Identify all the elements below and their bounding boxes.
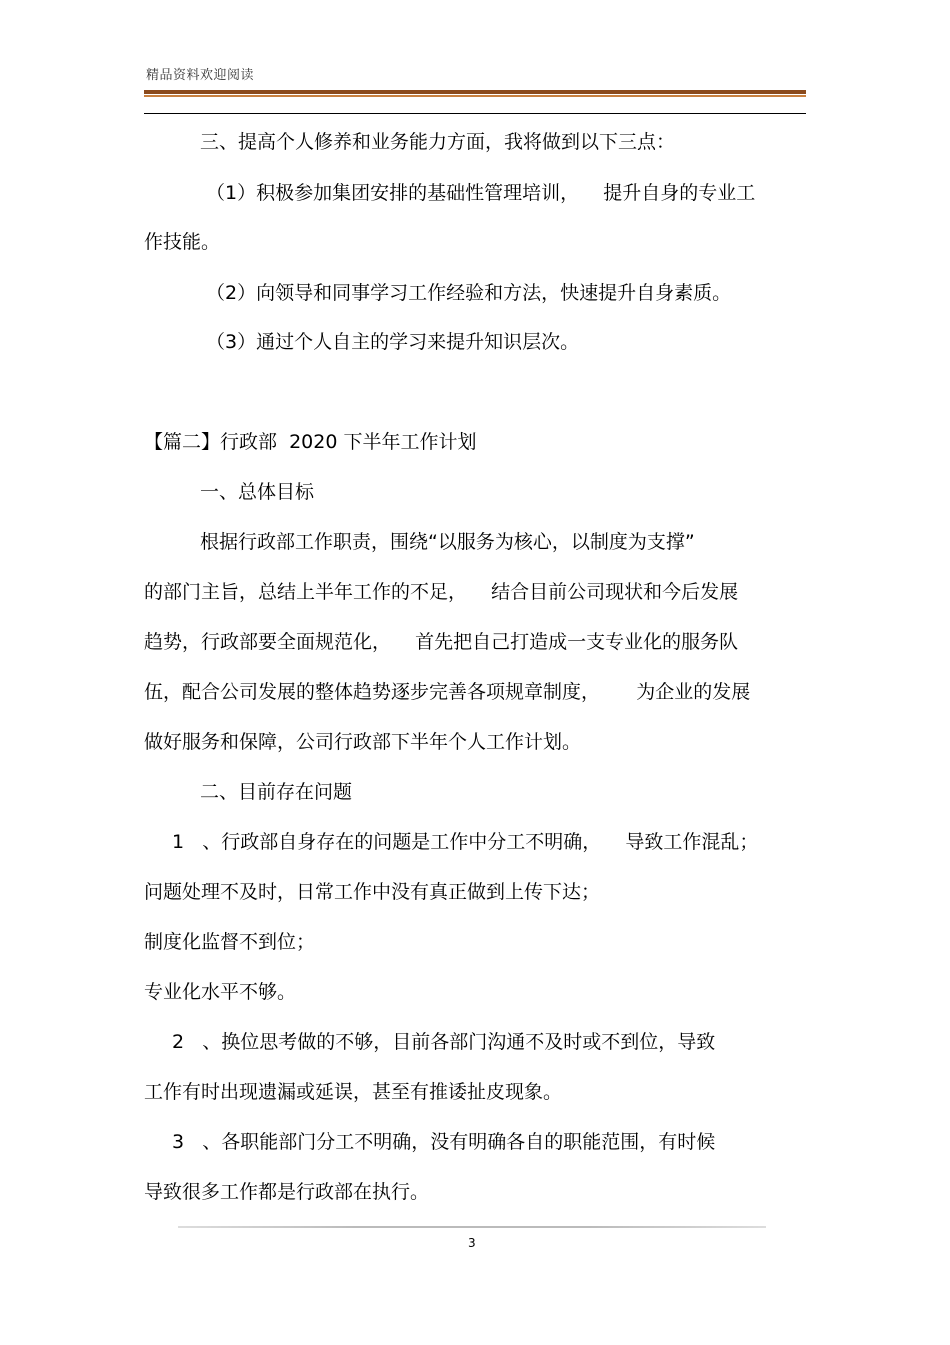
header-label: 精品资料欢迎阅读	[146, 68, 255, 83]
paragraph-line: 趋势，行政部要全面规范化， 首先把自己打造成一支专业化的服务队	[144, 631, 739, 653]
paragraph-line: 做好服务和保障，公司行政部下半年个人工作计划。	[144, 731, 582, 753]
chapter-title: 【篇二】行政部 2020 下半年工作计划	[144, 431, 477, 453]
section-heading: 三、提高个人修养和业务能力方面，我将做到以下三点：	[200, 131, 676, 153]
list-item: （1）积极参加集团安排的基础性管理培训， 提升自身的专业工	[206, 182, 756, 204]
header-rule-accent	[144, 95, 806, 97]
footer-rule	[178, 1226, 766, 1228]
list-item: 1 、行政部自身存在的问题是工作中分工不明确， 导致工作混乱；	[172, 831, 759, 853]
page-number: 3	[468, 1236, 476, 1250]
section-heading: 二、目前存在问题	[200, 781, 353, 803]
paragraph-line: 问题处理不及时，日常工作中没有真正做到上传下达；	[144, 881, 601, 903]
paragraph-line: 根据行政部工作职责，围绕“以服务为核心，以制度为支撑”	[200, 531, 695, 553]
paragraph-line: 制度化监督不到位；	[144, 931, 316, 953]
paragraph-line: 专业化水平不够。	[144, 981, 297, 1003]
paragraph-line: 作技能。	[144, 231, 221, 253]
header-rule-thin	[144, 113, 806, 114]
paragraph-line: 工作有时出现遗漏或延误，甚至有推诿扯皮现象。	[144, 1081, 563, 1103]
paragraph-line: 伍，配合公司发展的整体趋势逐步完善各项规章制度， 为企业的发展	[144, 681, 751, 703]
list-item: （2）向领导和同事学习工作经验和方法，快速提升自身素质。	[206, 282, 732, 304]
paragraph-line: 导致很多工作都是行政部在执行。	[144, 1181, 430, 1203]
section-heading: 一、总体目标	[200, 481, 315, 503]
list-item: （3）通过个人自主的学习来提升知识层次。	[206, 331, 580, 353]
paragraph-line: 的部门主旨，总结上半年工作的不足， 结合目前公司现状和今后发展	[144, 581, 739, 603]
list-item: 3 、各职能部门分工不明确，没有明确各自的职能范围，有时候	[172, 1131, 716, 1153]
list-item: 2 、换位思考做的不够，目前各部门沟通不及时或不到位，导致	[172, 1031, 716, 1053]
header-rule-thick	[144, 90, 806, 94]
